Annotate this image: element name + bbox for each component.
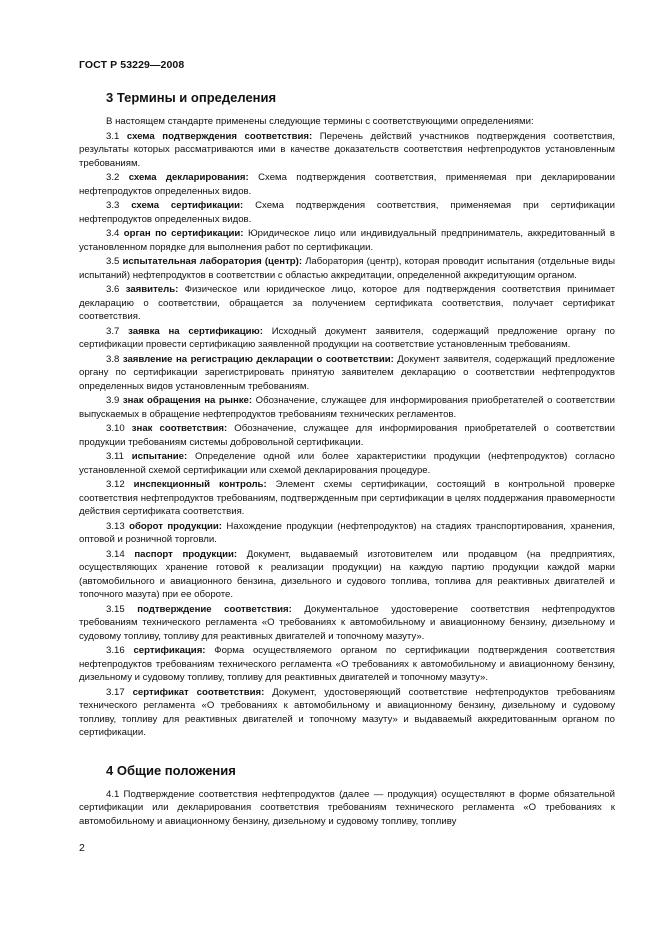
definition-term: схема сертификации: [131, 200, 244, 211]
definition-number: 3.11 [106, 451, 124, 462]
definition-item [79, 394, 615, 421]
definition-term: схема подтверждения соответствия: [126, 130, 313, 142]
definition-number: 3.16 [106, 645, 125, 656]
definition-text: Обозначение, служащее для информирования приобретателей о соответствии продукции требованиям системы добровольной сертификации. [79, 423, 615, 448]
definition-text: Элемент схемы сертификации, состоящий в контрольной проверке соответствия нефтепродуктов требованиям, подтвержденным при сертификации в целях поддержания правомерности действия сертификата соответствия. [79, 479, 615, 517]
page-number: 2 [79, 842, 85, 854]
definition-number: 3.7 [106, 325, 120, 337]
definition-term: орган по сертификации: [123, 228, 244, 239]
definition-item [79, 644, 615, 685]
definition-item [79, 478, 615, 519]
definition-text: Документ заявителя, содержащий предложение органу по сертификации зарегистрировать принятую заявителем декларацию о соответствии нефтепродуктов определенных видов установленным требованиям. [79, 353, 616, 392]
definition-text: Документ, удостоверяющий соответствие нефтепродуктов требованиям технического регламента «О требованиях к автомобильному и авиационному бензину, дизельному и судовому топливу, топливу для реактивных двигателей и топочному мазуту» и выдаваемый аккредитованным органом по сертификации. [79, 686, 615, 738]
definition-number: 3.8 [106, 353, 120, 365]
definition-term: схема декларирования: [128, 172, 249, 183]
definitions-list [79, 130, 615, 740]
definition-text: Форма осуществляемого органом по сертификации подтверждения соответствия нефтепродуктов требованиям технического регламента «О требованиях к автомобильному и авиационному бензину, дизельному и судовому топливу, топливу для реактивных двигателей и топочному мазуту». [79, 645, 615, 683]
definition-item [79, 199, 615, 226]
definition-number: 3.2 [106, 172, 120, 183]
definition-text: Определение одной или более характеристики продукции (нефтепродуктов) согласно установленной схемой сертификации или схемой декларирования процедуре. [79, 451, 616, 476]
definition-item [79, 325, 615, 352]
section-4-paragraph: 4.1 Подтверждение соответствия нефтепродуктов (далее — продукция) осуществляют в форме обязательной сертификации или декларирования соответствия требованиям технического регламента «О требованиях к автомобильному и авиационному бензину, дизельному и судовому топливу, топливу [79, 788, 615, 827]
definition-number: 3.15 [106, 603, 125, 615]
definition-number: 3.12 [106, 479, 125, 490]
definition-number: 3.10 [106, 423, 125, 434]
document-header: ГОСТ Р 53229—2008 [79, 59, 185, 71]
definition-item [79, 130, 615, 171]
definition-item [79, 422, 615, 449]
definition-number: 3.6 [106, 284, 120, 295]
definition-item [79, 520, 615, 547]
definition-term: подтверждение соответствия: [137, 603, 292, 615]
definition-text: Схема подтверждения соответствия, применяемая при декларировании нефтепродуктов определенных видов. [79, 172, 615, 197]
definition-number: 3.14 [106, 548, 125, 560]
definition-term: паспорт продукции: [134, 548, 238, 560]
definition-item [79, 353, 615, 394]
definition-text: Документ, выдаваемый изготовителем или продавцом (на предприятиях, осуществляющих хранение готовой к реализации продукции) на каждую партию продукции каждой марки (автомобильного и авиационного бензина, дизельного и судового топлива, топлива для реактивных двигателей и топочного мазута) при ее обороте. [79, 548, 615, 600]
definition-term: испытательная лаборатория (центр): [122, 256, 303, 267]
section-4-title: 4 Общие положения [106, 762, 236, 778]
definition-text: Нахождение продукции (нефтепродуктов) на стадиях транспортирования, хранения, оптовой и розничной торговли. [79, 520, 615, 545]
definition-item [79, 227, 615, 254]
page-content [79, 90, 615, 828]
definition-item [79, 255, 615, 282]
definition-text: Физическое или юридическое лицо, которое для подтверждения соответствия принимает декларацию о соответствии, обращается за получением сертификата соответствия, получает сертификат соответствия. [79, 284, 615, 322]
definition-number: 3.9 [106, 395, 120, 406]
definition-term: знак обращения на рынке: [122, 395, 253, 406]
definition-term: сертификация: [133, 645, 206, 656]
definition-text: Схема подтверждения соответствия, применяемая при сертификации нефтепродуктов определенных видов. [79, 200, 615, 225]
definition-term: заявка на сертификацию: [128, 325, 263, 337]
definition-item [79, 283, 615, 324]
definition-term: инспекционный контроль: [133, 479, 267, 490]
definition-number: 3.13 [106, 520, 125, 532]
definition-term: заявитель: [125, 284, 179, 295]
definition-item [79, 603, 615, 644]
definition-text: Обозначение, служащее для информирования приобретателей о соответствии выпускаемых в обращение нефтепродуктов требованиям технических регламентов. [79, 395, 616, 420]
definition-item [79, 171, 615, 198]
definition-text: Документальное удостоверение соответствия нефтепродуктов требованиям технического регламента «О требованиях к автомобильному и авиационному бензину, дизельному и судовому топливу, топливу для реактивных двигателей и топочному мазуту». [79, 603, 616, 642]
definition-number: 3.17 [106, 686, 125, 698]
definition-text: Перечень действий участников подтверждения соответствия, результаты которых рассматриваются ими в качестве доказательств соответствия нефтепродуктов установленным требованиям. [79, 130, 615, 169]
section-3-title: 3 Термины и определения [106, 90, 277, 105]
definition-item [79, 686, 615, 740]
definition-term: сертификат соответствия: [132, 686, 265, 698]
definition-text: Лаборатория (центр), которая проводит испытания (отдельные виды испытаний) нефтепродуктов в соответствии с областью аккредитации, определенной аккредитующим органом. [79, 256, 616, 281]
definition-term: испытание: [131, 451, 188, 462]
definition-number: 3.5 [106, 256, 120, 267]
definition-text: Исходный документ заявителя, содержащий предложение органу по сертификации провести сертификацию заявленной продукции на соответствие установленным требованиям. [79, 325, 616, 350]
definition-item [79, 450, 615, 477]
definition-item [79, 548, 615, 602]
definition-number: 3.1 [106, 130, 120, 142]
section-3-intro: В настоящем стандарте применены следующие термины с соответствующими определениями: [106, 116, 534, 127]
definition-text: Юридическое лицо или индивидуальный предприниматель, аккредитованный в установленном порядке для выполнения работ по сертификации. [79, 228, 616, 253]
definition-term: оборот продукции: [129, 520, 222, 532]
definition-term: знак соответствия: [131, 423, 228, 434]
definition-number: 3.4 [106, 228, 120, 239]
definition-number: 3.3 [106, 200, 120, 211]
definition-term: заявление на регистрацию декларации о соответствии: [122, 353, 394, 365]
